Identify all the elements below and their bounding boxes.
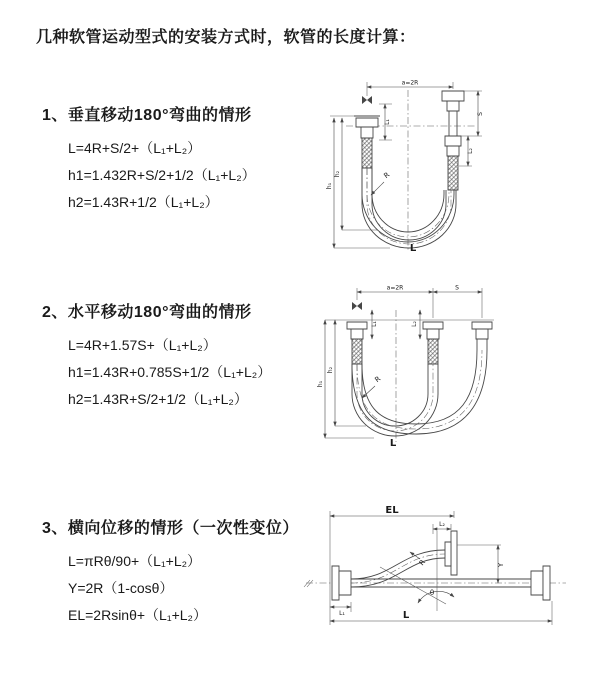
section-3-formulas <box>68 548 299 629</box>
y-dimension <box>457 545 505 583</box>
right-pipe-fitting <box>442 91 464 190</box>
formula-h1: h1=1.43R+0.785S+1/2（L₁+L₂） <box>68 364 272 380</box>
formula-length: L=πRθ/90+（L₁+L₂） <box>68 553 202 569</box>
diagram-lateral-displacement <box>298 503 598 653</box>
braided-hose-section <box>352 339 362 364</box>
top-dimensions <box>357 285 482 319</box>
radius-callout <box>371 171 391 195</box>
dim-label-theta: θ <box>429 589 435 597</box>
valve-icon <box>352 302 362 310</box>
diagram-horizontal-180-bend <box>316 282 511 452</box>
dim-label-l1: L₁ <box>371 321 378 327</box>
dim-label-r: R <box>417 558 428 568</box>
dim-label-a2r: a=2R <box>401 79 419 87</box>
page-title: 几种软管运动型式的安装方式时，软管的长度计算： <box>36 29 416 46</box>
fitting-length-dimensions <box>371 310 420 339</box>
height-dimensions <box>326 116 390 248</box>
formula-length: L=4R+S/2+（L₁+L₂） <box>68 140 202 156</box>
left-flange <box>332 566 351 600</box>
middle-pipe-fitting <box>423 322 443 364</box>
formula-y: Y=2R（1-cosθ） <box>68 580 174 596</box>
section-2-heading: 2、水平移动180°弯曲的情形 <box>42 304 252 321</box>
radius-callout <box>362 375 382 398</box>
l2-dimension <box>433 521 451 534</box>
left-pipe-fitting <box>347 322 367 364</box>
height-dimensions <box>317 320 374 438</box>
dim-label-h2: h₂ <box>334 170 341 178</box>
dim-label-l-total: L <box>389 438 397 449</box>
dim-label-h2: h₂ <box>327 366 334 374</box>
dim-label-a2r: a=2R <box>386 284 404 292</box>
dim-label-r: R <box>382 170 392 181</box>
upper-flange <box>445 531 457 575</box>
formula-h1: h1=1.432R+S/2+1/2（L₁+L₂） <box>68 167 256 183</box>
right-flange <box>531 566 550 600</box>
section-2 <box>42 299 271 413</box>
hose-u-bend <box>362 168 456 248</box>
section-3 <box>42 515 299 629</box>
formula-length: L=4R+1.57S+（L₁+L₂） <box>68 337 217 353</box>
hose-s-curve-displaced <box>351 550 445 587</box>
braided-hose-section <box>448 156 458 190</box>
l-dimension <box>330 601 552 625</box>
braided-hose-section <box>362 138 372 168</box>
dim-label-s: S <box>455 284 459 292</box>
dim-label-y: Y <box>497 562 505 568</box>
formula-h2: h2=1.43R+S/2+1/2（L₁+L₂） <box>68 391 248 407</box>
section-1-formulas <box>68 135 256 216</box>
dim-label-h1: h₁ <box>326 182 333 190</box>
formula-h2: h2=1.43R+1/2（L₁+L₂） <box>68 194 219 210</box>
section-1 <box>42 102 256 216</box>
left-pipe-fitting <box>354 116 380 168</box>
dim-label-l2: L₂ <box>439 521 445 528</box>
dim-label-s: S <box>477 112 484 116</box>
l1-dimension <box>330 602 351 617</box>
diagram-vertical-180-bend <box>318 74 498 260</box>
dim-label-h1: h₁ <box>317 380 324 388</box>
valve-icon <box>362 96 372 104</box>
dim-label-el: EL <box>385 505 399 516</box>
fitting-length-dimensions <box>379 91 484 166</box>
right-pipe-fitting <box>472 322 492 350</box>
centerline-break-mark <box>304 580 313 587</box>
top-dimension <box>367 80 453 97</box>
section-1-heading: 1、垂直移动180°弯曲的情形 <box>42 107 252 124</box>
dim-label-l2: L₂ <box>467 148 474 154</box>
angle-construction <box>380 531 454 611</box>
dim-label-l2: L₂ <box>411 321 418 327</box>
section-3-heading: 3、横向位移的情形（一次性变位） <box>42 520 299 537</box>
dim-label-l1: L₁ <box>339 610 345 617</box>
dim-label-l-total: L <box>409 243 417 254</box>
section-2-formulas <box>68 332 271 413</box>
formula-el: EL=2Rsinθ+（L₁+L₂） <box>68 607 207 623</box>
dim-label-l1: L₁ <box>384 119 391 125</box>
braided-hose-section <box>428 339 438 364</box>
dim-label-l-total: L <box>402 610 410 621</box>
hose-u-bends <box>352 350 487 436</box>
dim-label-r: R <box>373 374 383 385</box>
